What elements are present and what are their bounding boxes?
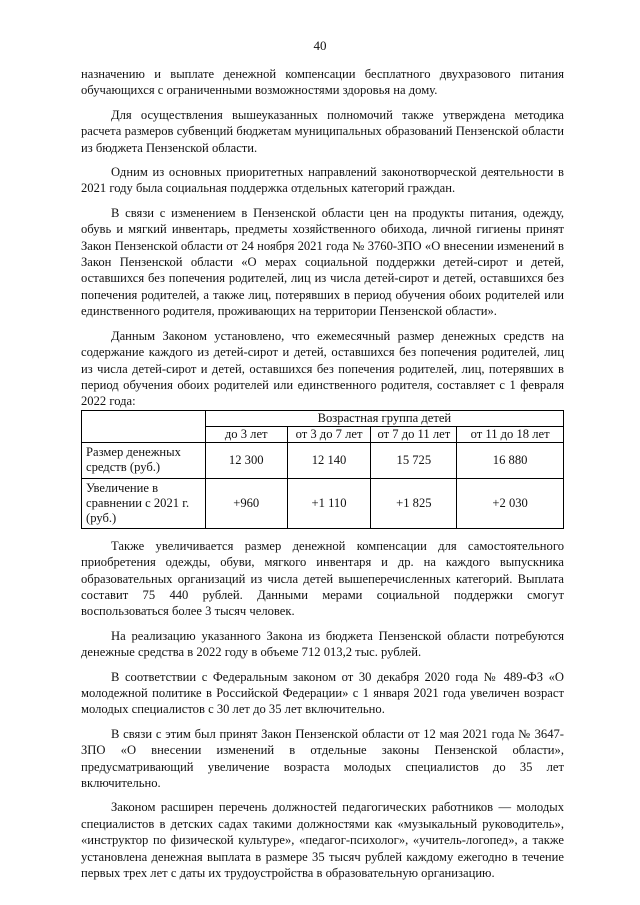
- paragraph: назначению и выплате денежной компенсации бесплатного двухразового питания обучающихся с ограниченными возможностями здоровья на дому.: [81, 67, 564, 98]
- paragraph: В связи с этим был принят Закон Пензенской области от 12 мая 2021 года № 3647-ЗПО «О внесении изменений в отдельные законы Пензенской области», предусматривающий увеличение возраста молодых специалистов до 35 лет включительно.: [81, 726, 564, 790]
- table-row: [82, 478, 564, 528]
- page-number: 40: [313, 38, 327, 53]
- paragraph: Одним из основных приоритетных направлений законотворческой деятельности в 2021 году была социальная поддержка отдельных категорий граждан.: [81, 165, 564, 196]
- paragraph: Данным Законом установлено, что ежемесячный размер денежных средств на содержание каждого из детей-сирот и детей, оставшихся без попечения родителей, лиц из числа детей-сирот и детей, оставшихся без попечения родителей, лиц, потерявших в период обучения обоих родителей или единственного родителя, составляет с 1 февраля 2022 года:: [81, 328, 564, 409]
- paragraph: Также увеличивается размер денежной компенсации для самостоятельного приобретения одежды, обуви, мягкого инвентаря и др. на каждого выпускника образовательных организаций из числа детей вышеперечисленных категорий. Выплата составит 75 440 рублей. Данными мерами социальной поддержки смогут воспользоваться более 3 тысяч человек.: [81, 538, 564, 619]
- paragraph: Для осуществления вышеуказанных полномочий также утверждена методика расчета размеров субвенций бюджетам муниципальных образований Пензенской области из бюджета Пензенской области.: [81, 107, 564, 155]
- row-label: Увеличение в сравнении с 2021 г. (руб.): [82, 478, 206, 528]
- paragraph: В соответствии с Федеральным законом от 30 декабря 2020 года № 489-ФЗ «О молодежной политике в Российской Федерации» с 1 января 2021 года увеличен возраст молодых специалистов с 30 лет до 35 лет включительно.: [81, 669, 564, 717]
- table-corner-cell: [82, 410, 206, 442]
- paragraph: Законом расширен перечень должностей педагогических работников — молодых специалистов в детских садах такими должностями как «музыкальный руководитель», «инструктор по физической культуре», «педагог-психолог», «учитель-логопед», а также установлена денежная выплата в размере 35 тысяч рублей каждому ежегодно в течение первых трех лет с даты их трудоустройства в образовательную организацию.: [81, 800, 564, 881]
- allowance-table: [81, 410, 564, 529]
- column-header: до 3 лет: [205, 426, 287, 442]
- column-header: от 11 до 18 лет: [457, 426, 564, 442]
- column-header: от 7 до 11 лет: [371, 426, 457, 442]
- table-cell: 12 140: [287, 442, 371, 478]
- table-cell: 16 880: [457, 442, 564, 478]
- column-header: от 3 до 7 лет: [287, 426, 371, 442]
- table-cell: +1 825: [371, 478, 457, 528]
- table-cell: +1 110: [287, 478, 371, 528]
- paragraph: На реализацию указанного Закона из бюджета Пензенской области потребуются денежные средства в 2022 году в объеме 712 013,2 тыс. рублей.: [81, 628, 564, 660]
- document-body: [81, 66, 564, 889]
- row-label: Размер денежных средств (руб.): [82, 442, 206, 478]
- table-group-header: Возрастная группа детей: [205, 410, 563, 426]
- table-cell: +2 030: [457, 478, 564, 528]
- table-cell: +960: [205, 478, 287, 528]
- table-cell: 15 725: [371, 442, 457, 478]
- table-row: [82, 442, 564, 478]
- paragraph: В связи с изменением в Пензенской области цен на продукты питания, одежду, обувь и мягкий инвентарь, предметы хозяйственного обихода, личной гигиены принят Закон Пензенской области от 24 ноября 2021 года № 3760-ЗПО «О внесении изменений в Закон Пензенской области «О мерах социальной поддержки детей-сирот и детей, оставшихся без попечения родителей, лиц из числа детей-сирот и детей, оставшихся без попечения родителей, а также лиц, потерявших в период обучения обоих родителей или единственного родителя, проживающих на территории Пензенской области».: [81, 205, 564, 319]
- table-cell: 12 300: [205, 442, 287, 478]
- table-header-row: [82, 410, 564, 426]
